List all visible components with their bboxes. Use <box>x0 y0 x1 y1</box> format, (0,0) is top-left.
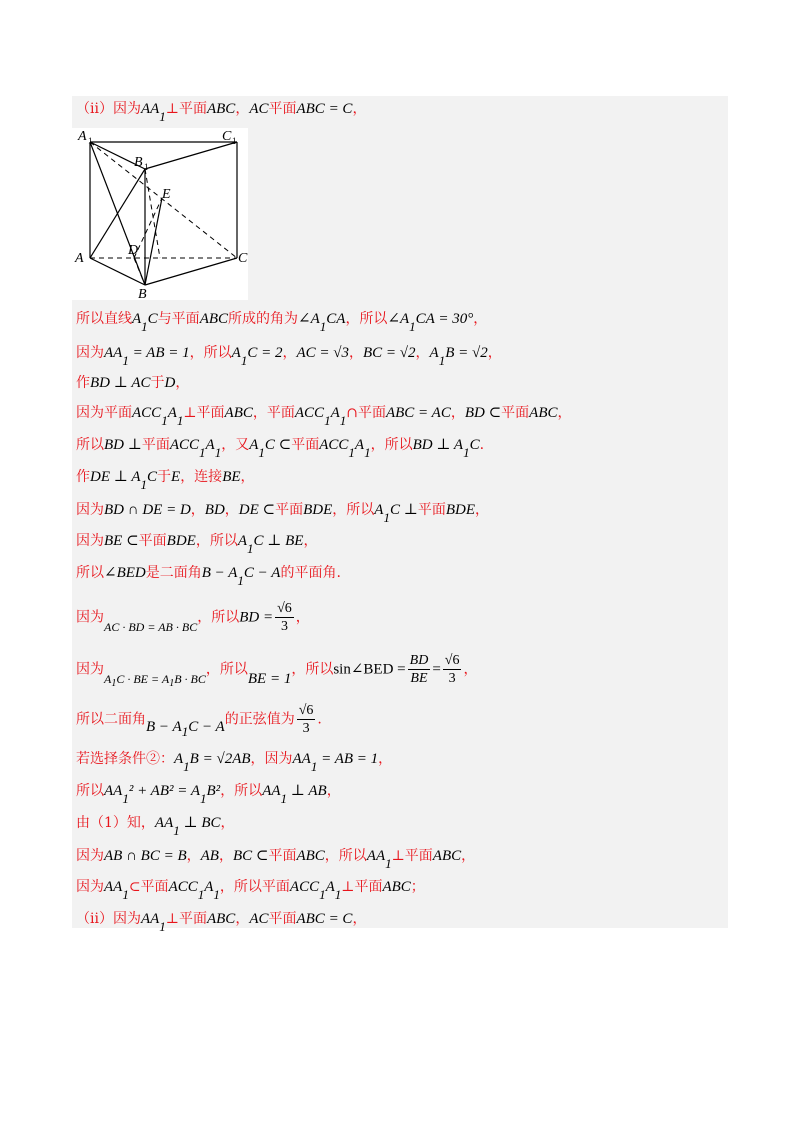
prism-diagram <box>72 128 248 300</box>
line-5: 因为平面ACC1A1⊥平面ABC，平面ACC1A1∩平面ABC = AC，BD ⊂平面ABC， <box>76 405 572 428</box>
line-9: 因为BE ⊂平面BDE，所以A1C ⊥ BE， <box>76 533 318 556</box>
line-17: 因为AB ∩ BC = B，AB，BC ⊂平面ABC，所以AA1⊥平面ABC， <box>76 848 476 871</box>
line-1: （ii）因为AA1⊥平面ABC，AC平面ABC = C， <box>76 101 367 124</box>
line-13: 所以二面角B − A1C − A的正弦值为 $\frac{√6}{3}$ . <box>76 703 322 739</box>
label-E: E <box>162 187 171 202</box>
line-16: 由（1）知，AA1 ⊥ BC， <box>76 815 235 838</box>
fraction-sqrt6-over-3: $\frac{√6}{3}$ <box>444 653 460 686</box>
label-B: B <box>138 287 147 300</box>
label-A: A <box>75 251 84 266</box>
label-C: C <box>238 251 248 266</box>
line-6: 所以BD ⊥平面ACC1A1，又A1C ⊂平面ACC1A1，所以BD ⊥ A1C. <box>76 437 485 460</box>
svg-text:1: 1 <box>232 136 237 146</box>
svg-text:1: 1 <box>88 136 93 146</box>
line-11: 因为AC · BD = AB · BC，所以BD = $\frac{√6}{3}$ ， <box>76 601 310 634</box>
fraction-sqrt6-over-3: $\frac{√6}{3}$ <box>298 703 314 736</box>
line-15: 所以AA1² + AB² = A1B²，所以AA1 ⊥ AB， <box>76 783 341 806</box>
label-D: D <box>128 243 139 258</box>
line-12: 因为$A_1C$ · BE = $A_1B$ · BC，所以BE = 1，所以sin∠BED = $\frac{BD}{BE}$ = $\frac{√6}{3}$ ， <box>76 653 478 689</box>
label-B1: B <box>134 155 143 170</box>
line-4: 作BD ⊥ AC于D， <box>76 375 190 391</box>
line-19: （ii）因为AA1⊥平面ABC，AC平面ABC = C， <box>76 911 367 934</box>
line-3: 因为AA1 = AB = 1，所以A1C = 2，AC = √3，BC = √2，A1B = √2， <box>76 345 502 368</box>
fraction-bd-over-be: $\frac{BD}{BE}$ <box>409 653 429 686</box>
line-7: 作DE ⊥ A1C于E，连接BE， <box>76 469 255 492</box>
svg-text:1: 1 <box>144 162 149 172</box>
line-2: 所以直线A1C与平面ABC所成的角为∠A1CA，所以∠A1CA = 30°， <box>76 311 488 334</box>
fraction-sqrt6-over-3: $\frac{√6}{3}$ <box>277 601 292 634</box>
line-10: 所以∠BED是二面角B − A1C − A的平面角. <box>76 565 341 588</box>
prism-figure <box>72 128 248 300</box>
label-A1: A <box>78 129 87 144</box>
label-C1: C <box>222 129 232 144</box>
line-8: 因为BD ∩ DE = D，BD，DE ⊂平面BDE，所以A1C ⊥平面BDE， <box>76 502 489 525</box>
line-14: 若选择条件②：A1B = √2AB，因为AA1 = AB = 1， <box>76 751 393 774</box>
line-18: 因为AA1⊂平面ACC1A1，所以平面ACC1A1⊥平面ABC； <box>76 879 425 902</box>
